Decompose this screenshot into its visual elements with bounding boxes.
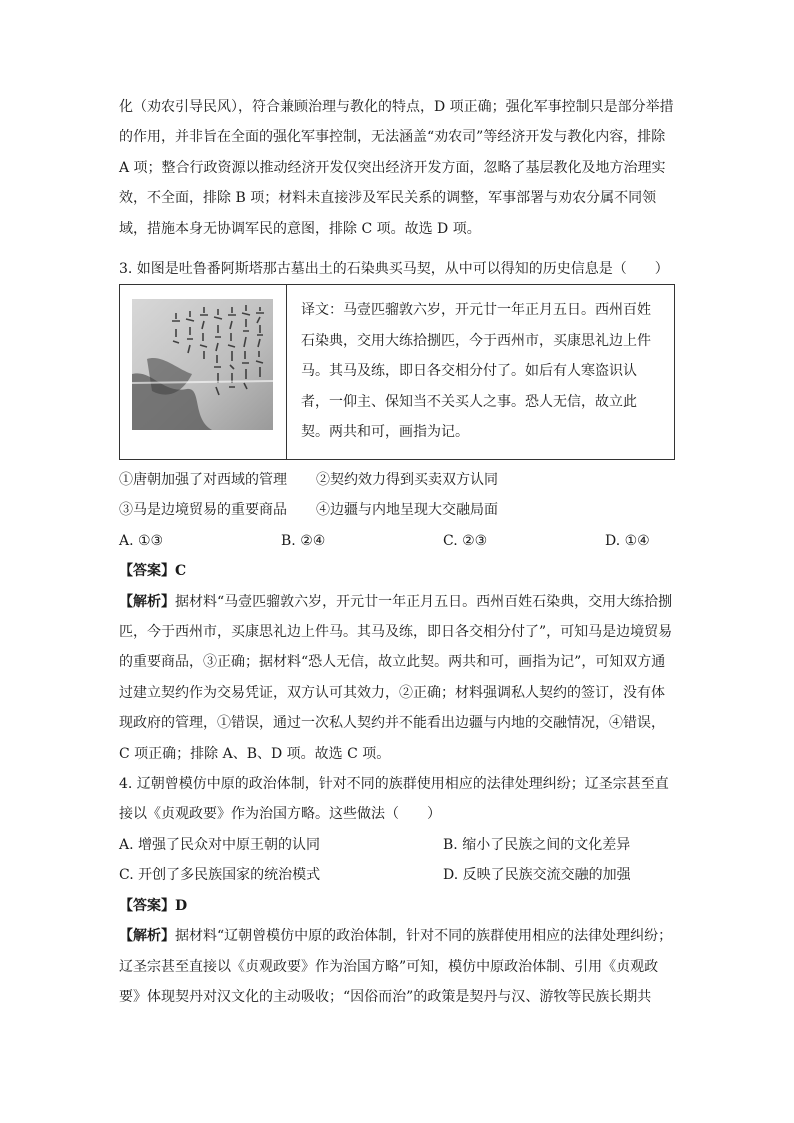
translation-line: 石染典，交用大练拾捌匹，今于西州市，买康思礼边上件 bbox=[301, 332, 651, 349]
analysis-line: 的重要商品，③正确；据材料“恐人无信，故立此契。两共和可，画指为记”，可知双方通 bbox=[119, 654, 666, 671]
question-4-stem: 4. 辽朝曾模仿中原的政治体制，针对不同的族群使用相应的法律处理纠纷；辽圣宗甚至直 bbox=[119, 776, 669, 793]
item-3: ③马是边境贸易的重要商品 bbox=[119, 502, 287, 519]
option-d: D. 反映了民族交流交融的加强 bbox=[443, 867, 631, 884]
options-row bbox=[119, 860, 679, 890]
analysis-line: 过建立契约作为交易凭证，双方认可其效力，②正确；材料强调私人契约的签订，没有体 bbox=[119, 684, 665, 701]
analysis-label: 【解析】 bbox=[119, 928, 175, 945]
text-line: 的作用，并非旨在全面的强化军事控制，无法涵盖“劝农司”等经济开发与教化内容，排除 bbox=[119, 129, 666, 146]
analysis-line: 要》体现契丹对汉文化的主动吸收；“因俗而治”的政策是契丹与汉、游牧等民族长期共 bbox=[119, 988, 652, 1005]
item-4: ④边疆与内地呈现大交融局面 bbox=[316, 502, 498, 519]
prev-analysis bbox=[119, 92, 679, 244]
translation-cell bbox=[287, 285, 674, 459]
text-line: 化（劝农引导民风），符合兼顾治理与教化的特点，D 项正确；强化军事控制只是部分举措 bbox=[119, 99, 674, 115]
option-b: B. ②④ bbox=[281, 532, 326, 549]
item-1: ①唐朝加强了对西域的管理 bbox=[119, 472, 287, 488]
options-row bbox=[119, 526, 679, 556]
analysis-line: C 项正确；排除 A、B、D 项。故选 C 项。 bbox=[119, 745, 391, 762]
option-a: A. 增强了民众对中原王朝的认同 bbox=[119, 836, 321, 853]
analysis-line: 【解析】据材料“辽朝曾模仿中原的政治体制，针对不同的族群使用相应的法律处理纠纷； bbox=[119, 928, 673, 945]
question-4-stem: 接以《贞观政要》作为治国方略。这些做法（ ） bbox=[119, 806, 441, 823]
analysis-line: 【解析】据材料“马壹匹骝敦六岁，开元廿一年正月五日。西州百姓石染典，交用大练拾捌 bbox=[119, 593, 673, 610]
options-row bbox=[119, 830, 679, 860]
translation-line: 者，一仰主、保知当不关买人之事。恐人无信，故立此 bbox=[301, 393, 637, 410]
option-d: D. ①④ bbox=[605, 532, 650, 549]
answer: 【答案】D bbox=[119, 897, 188, 914]
option-c: C. ②③ bbox=[443, 532, 488, 549]
translation-line: 马。其马及练，即日各交相分付了。如后有人寒盗识认 bbox=[301, 363, 637, 380]
translation-line: 契。两共和可，画指为记。 bbox=[301, 424, 469, 441]
question-3-stem bbox=[119, 254, 679, 284]
translation-line: 译文：马壹匹骝敦六岁，开元廿一年正月五日。西州百姓 bbox=[301, 302, 651, 318]
option-b: B. 缩小了民族之间的文化差异 bbox=[443, 836, 631, 853]
item-2: ②契约效力得到买卖双方认同 bbox=[316, 472, 498, 488]
text-line: 效，不全面，排除 B 项；材料未直接涉及军民关系的调整，军事部署与劝农分属不同领 bbox=[119, 190, 657, 207]
answer: 【答案】C bbox=[119, 563, 187, 580]
analysis-line: 匹，今于西州市，买康思礼边上件马。其马及练，即日各交相分付了”，可知马是边境贸易 bbox=[119, 624, 673, 641]
items-row bbox=[119, 495, 679, 525]
analysis-label: 【解析】 bbox=[119, 593, 175, 610]
material-table bbox=[119, 284, 675, 460]
question-3-body bbox=[119, 465, 679, 1012]
contract-photo bbox=[132, 299, 273, 430]
option-a: A. ①③ bbox=[119, 532, 164, 549]
contract-image-cell bbox=[120, 285, 287, 459]
question-stem: 3. 如图是吐鲁番阿斯塔那古墓出土的石染典买马契，从中可以得知的历史信息是（ ） bbox=[119, 261, 669, 277]
analysis-line: 辽圣宗甚至直接以《贞观政要》作为治国方略”可知，模仿中原政治体制、引用《贞观政 bbox=[119, 958, 659, 975]
option-c: C. 开创了多民族国家的统治模式 bbox=[119, 867, 321, 884]
text-line: A 项；整合行政资源以推动经济开发仅突出经济开发方面，忽略了基层教化及地方治理实 bbox=[119, 159, 666, 176]
text-line: 域，措施本身无协调军民的意图，排除 C 项。故选 D 项。 bbox=[119, 220, 481, 237]
analysis-line: 现政府的管理，①错误，通过一次私人契约并不能看出边疆与内地的交融情况，④错误， bbox=[119, 715, 665, 732]
items-row bbox=[119, 465, 679, 495]
